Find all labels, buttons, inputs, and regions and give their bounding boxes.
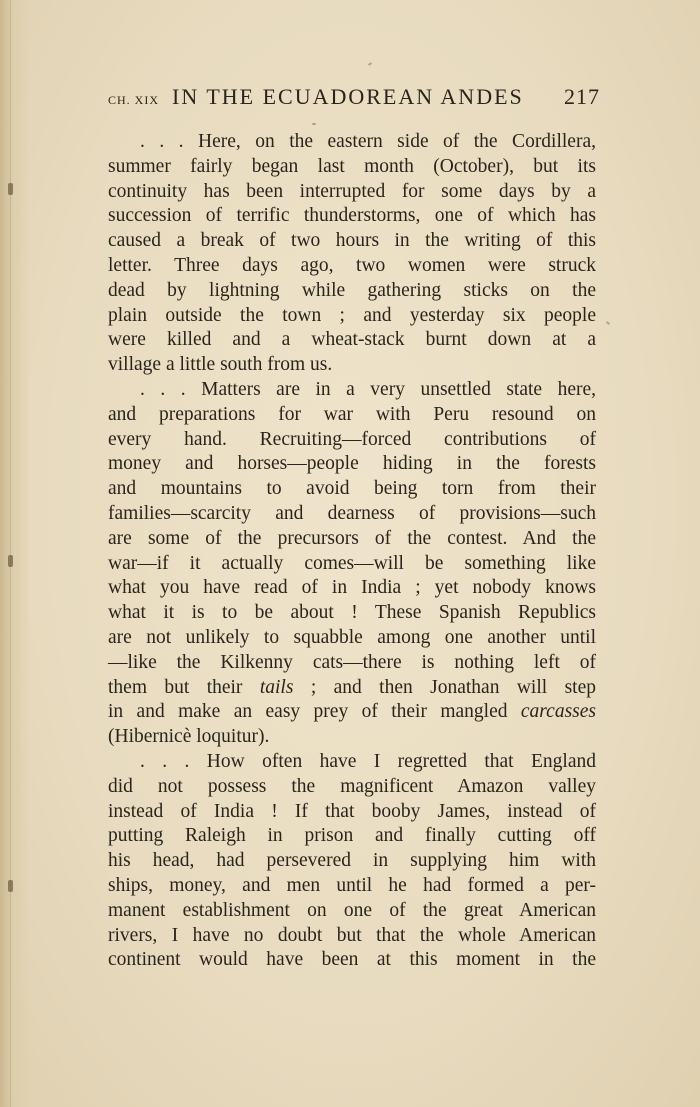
text-line: —like the Kilkenny cats—there is nothing left of: [108, 651, 596, 673]
running-title: IN THE ECUADOREAN ANDES: [172, 84, 524, 109]
text-segment: in and make an easy prey of their mangled: [108, 701, 521, 723]
text-line: war—if it actually comes—will be something like: [108, 552, 596, 574]
text-line: continuity has been interrupted for some days by a: [108, 180, 596, 202]
text-line: caused a break of two hours in the writing of this: [108, 230, 596, 252]
text-segment: them but their: [108, 676, 260, 698]
running-header: [108, 84, 600, 114]
text-line: and preparations for war with Peru resound on: [108, 403, 596, 425]
text-line: instead of India ! If that booby James, instead of: [108, 800, 596, 822]
italic-word: tails: [259, 676, 294, 698]
text-line: manent establishment on one of the great American: [108, 899, 596, 921]
gutter-line: [10, 0, 11, 1107]
text-segment: ; and then Jonathan will step: [293, 676, 596, 698]
text-line: every hand. Recruiting—forced contributions of: [108, 428, 596, 450]
page-number: 217: [564, 84, 600, 109]
text-line: continent would have been at this moment in the: [108, 949, 596, 971]
body-text: [108, 130, 596, 973]
gutter-mark: [8, 555, 13, 567]
text-line: money and horses—people hiding in the forests: [108, 453, 596, 475]
text-line: [108, 676, 596, 701]
text-line: are not unlikely to squabble among one another until: [108, 626, 596, 648]
gutter-shadow: [0, 0, 30, 1107]
text-line: and mountains to avoid being torn from their: [108, 478, 596, 500]
chapter-label: CH. XIX: [108, 93, 159, 107]
text-line: (Hibernicè loquitur).: [108, 726, 270, 748]
text-line: were killed and a wheat-stack burnt down at a: [108, 329, 596, 351]
text-line: families—scarcity and dearness of provisions—such: [108, 502, 596, 524]
stray-mark: [368, 62, 372, 66]
text-line: succession of terrific thunderstorms, one of which has: [108, 205, 596, 227]
text-line: [108, 700, 596, 725]
text-line: are some of the precursors of the contest. And the: [108, 527, 596, 549]
stray-mark: [312, 123, 316, 125]
text-line: his head, had persevered in supplying him with: [108, 850, 596, 872]
stray-mark: [606, 321, 610, 325]
text-line: putting Raleigh in prison and finally cutting off: [108, 825, 596, 847]
text-line: . . . Here, on the eastern side of the Cordillera,: [140, 131, 596, 152]
text-line: ships, money, and men until he had formed a per-: [108, 874, 596, 896]
gutter-mark: [8, 880, 13, 892]
text-line: what it is to be about ! These Spanish Republics: [108, 602, 596, 624]
text-line: what you have read of in India ; yet nobody knows: [108, 577, 596, 599]
text-line: plain outside the town ; and yesterday six people: [108, 304, 596, 326]
text-line: did not possess the magnificent Amazon valley: [108, 775, 596, 797]
text-line: letter. Three days ago, two women were struck: [108, 254, 596, 276]
italic-word: carcasses: [520, 701, 596, 723]
paragraph-war: [108, 378, 596, 750]
text-line: dead by lightning while gathering sticks on the: [108, 279, 596, 301]
text-line: rivers, I have no doubt but that the whole American: [108, 924, 596, 946]
gutter-mark: [8, 183, 13, 195]
text-line: summer fairly began last month (October), but its: [108, 155, 596, 177]
text-line: . . . Matters are in a very unsettled state here,: [140, 378, 596, 400]
paragraph-weather: [108, 130, 596, 378]
paragraph-amazon: [108, 750, 596, 973]
text-line: village a little south from us.: [108, 354, 333, 376]
text-line: . . . How often have I regretted that England: [140, 750, 596, 772]
